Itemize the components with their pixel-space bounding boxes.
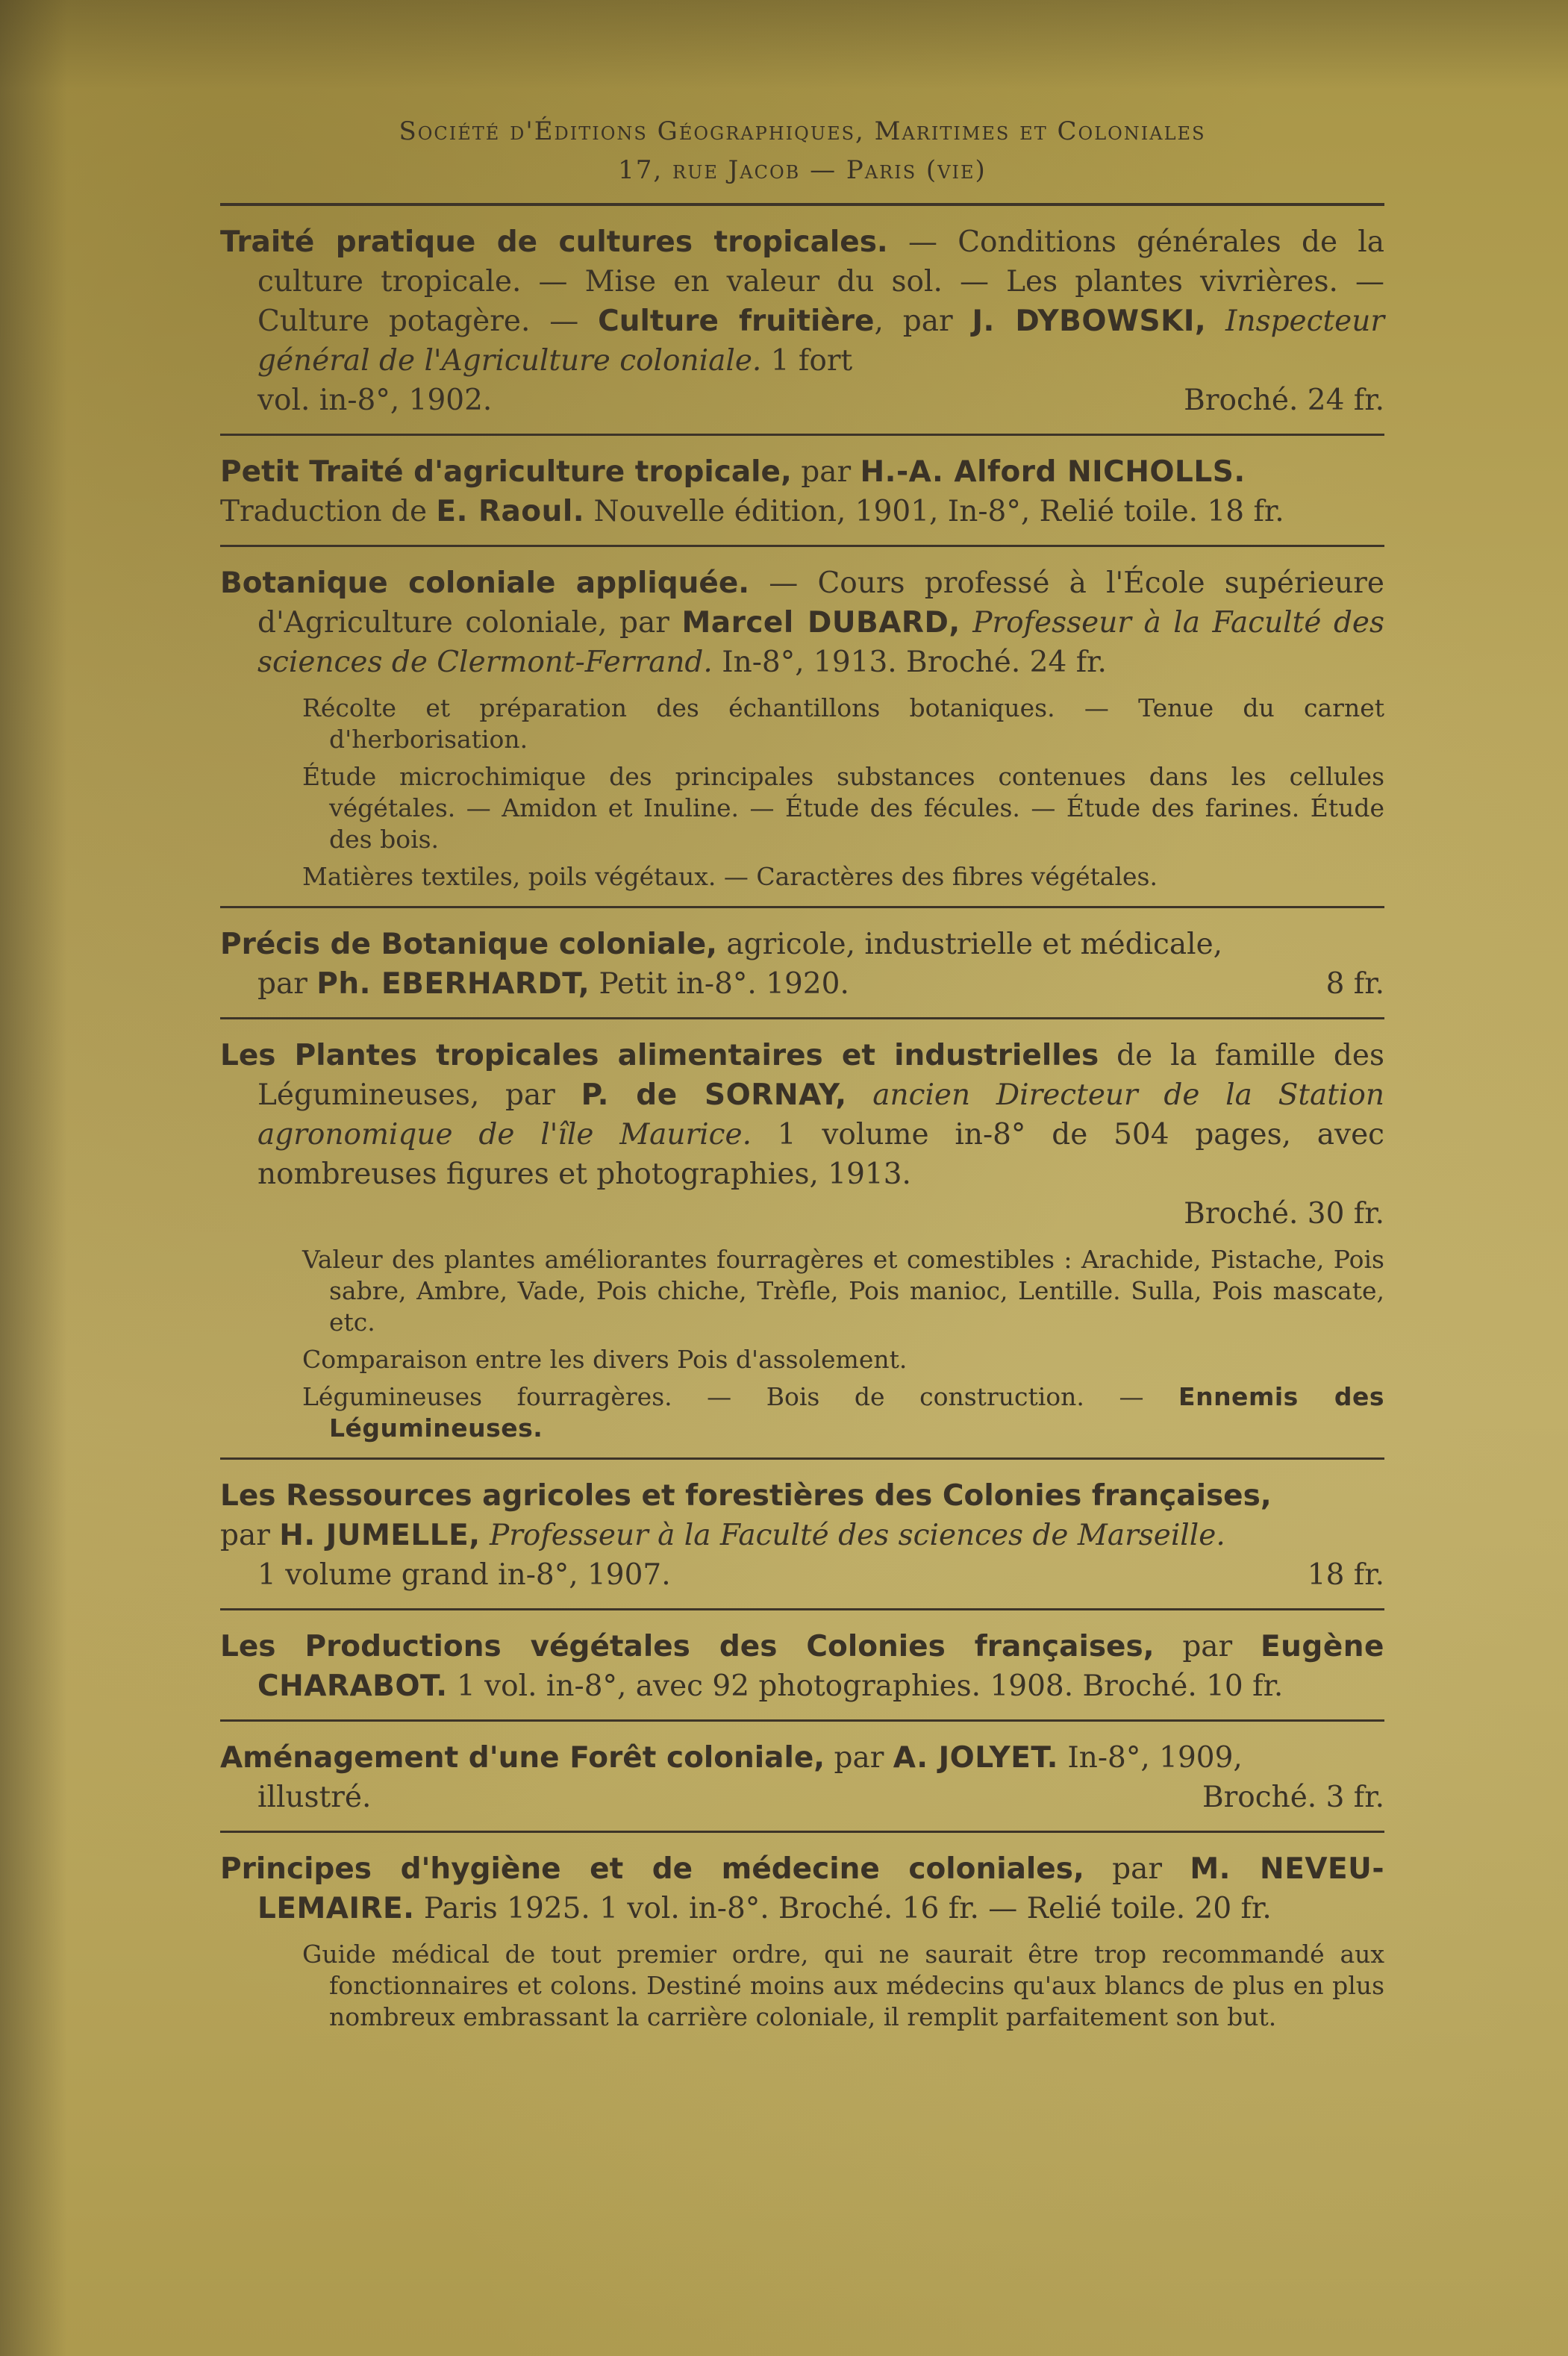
book-format-price: 1 vol. in-8°, avec 92 photographies. 1908. Broché. 10 fr. [447, 1669, 1284, 1703]
book-author: H.-A. Alford NICHOLLS. [860, 455, 1246, 489]
author-role: Professeur à la Faculté des sciences de Marseille. [480, 1519, 1225, 1552]
page-edge-top [0, 0, 1568, 90]
catalogue-entry [220, 1476, 1384, 1595]
book-title: Les Plantes tropicales alimentaires et industrielles [220, 1039, 1099, 1072]
book-title: Botanique coloniale appliquée. [220, 566, 750, 600]
catalogue-entry [220, 1738, 1384, 1817]
book-format: In-8°, 1909, [1058, 1741, 1243, 1775]
author-role: Professeur à la Faculté des sciences de Clermont-Ferrand. [257, 606, 1385, 679]
catalogue-entry [220, 1849, 1384, 2033]
by-text: par [257, 967, 317, 1001]
page-edge-left [0, 0, 67, 2356]
book-title: Petit Traité d'agriculture tropicale, [220, 455, 792, 489]
book-title: Principes d'hygiène et de médecine coloniales, [220, 1852, 1084, 1886]
book-title-part: Culture fruitière [598, 304, 875, 338]
book-description: agricole, industrielle et médicale, [716, 928, 1223, 961]
book-description: de la famille des Légumineuses, par [257, 1039, 1384, 1112]
book-format-cont: illustré. [257, 1781, 372, 1814]
note-line: Guide médical de tout premier ordre, qui ne saurait être trop recommandé aux fonctionnaires et colons. Destiné moins aux médecins qu'aux blancs de plus en plus nombreux embrassant la carrière coloniale, il remplit parfaitement son but. [302, 1940, 1384, 2031]
divider [220, 1719, 1384, 1722]
book-format-cont: vol. in-8°, 1902. [257, 384, 493, 417]
publisher-address: 17, rue Jacob — Paris (vie) [618, 155, 987, 185]
book-author: Eugène CHARABOT. [257, 1630, 1384, 1703]
catalogue-entry [220, 563, 1384, 893]
catalogue-page [220, 112, 1384, 2039]
divider [220, 1831, 1384, 1833]
book-price: Broché. 3 fr. [1202, 1781, 1384, 1814]
note-line: Comparaison entre les divers Pois d'assolement. [302, 1345, 908, 1374]
book-title: Les Ressources agricoles et forestières des Colonies françaises, [220, 1479, 1272, 1513]
book-price: Broché. 24 fr. [1184, 384, 1384, 417]
divider [220, 434, 1384, 436]
author-role: Inspecteur général de l'Agriculture coloniale. [257, 304, 1384, 378]
book-author: P. de SORNAY, [581, 1078, 847, 1112]
book-title: Précis de Botanique coloniale, [220, 928, 717, 961]
divider [220, 1608, 1384, 1610]
book-translator: E. Raoul. [436, 495, 585, 528]
divider [220, 203, 1384, 206]
book-description: — Cours professé à l'École supérieure d'Agriculture coloniale, par [257, 566, 1385, 640]
note-line: Étude microchimique des principales substances contenues dans les cellules végétales. — Amidon et Inuline. — Étude des fécules. — Étude des farines. Étude des bois. [302, 762, 1384, 854]
book-author: M. NEVEU-LEMAIRE. [257, 1852, 1385, 1925]
book-description: — Conditions générales de la culture tropicale. — Mise en valeur du sol. — Les plantes vivrières. — Culture potagère. — [257, 225, 1385, 338]
divider [220, 1017, 1384, 1019]
book-author: Ph. EBERHARDT, [316, 967, 590, 1001]
book-format: 1 volume in-8° de 504 pages, avec nombreuses figures et photographies, 1913. [257, 1118, 1385, 1191]
publisher-name: Société d'Éditions Géographiques, Maritimes et Coloniales [399, 116, 1206, 146]
catalogue-entry [220, 452, 1384, 531]
divider [220, 545, 1384, 547]
book-format-price: In-8°, 1913. Broché. 24 fr. [712, 646, 1107, 679]
book-format: 1 fort [761, 344, 853, 378]
by-text: par [220, 1519, 280, 1552]
book-format-price: Nouvelle édition, 1901, In-8°, Relié toile. 18 fr. [584, 495, 1284, 528]
book-price: Broché. 30 fr. [1184, 1197, 1384, 1231]
author-role: ancien Directeur de la Station agronomique de l'île Maurice. [257, 1078, 1384, 1152]
catalogue-entry [220, 1627, 1384, 1706]
catalogue-entry [220, 925, 1384, 1004]
catalogue-entry [220, 1036, 1384, 1444]
catalogue-entry [220, 222, 1384, 420]
divider [220, 906, 1384, 908]
contents-notes [220, 1244, 1384, 1444]
contents-notes [220, 1939, 1384, 2033]
book-price: 8 fr. [1325, 967, 1384, 1001]
by-text: par [1154, 1630, 1261, 1663]
book-author: Marcel DUBARD, [681, 606, 961, 640]
divider [220, 1457, 1384, 1460]
by-text: par [791, 455, 860, 489]
book-format-price: Paris 1925. 1 vol. in-8°. Broché. 16 fr. — Relié toile. 20 fr. [414, 1892, 1272, 1925]
translation-label: Traduction de [220, 495, 437, 528]
note-line: Matières textiles, poils végétaux. — Caractères des fibres végétales. [302, 862, 1158, 891]
by-text: par [825, 1741, 893, 1775]
note-line: Valeur des plantes améliorantes fourragères et comestibles : Arachide, Pistache, Pois sabre, Ambre, Vade, Pois chiche, Trèfle, Pois manioc, Lentille. Sulla, Pois mascate, etc. [302, 1245, 1384, 1337]
note-line [302, 1381, 1384, 1444]
book-author: J. DYBOWSKI, [972, 304, 1207, 338]
by-text: , par [874, 304, 972, 338]
book-format: 1 volume grand in-8°, 1907. [257, 1558, 671, 1592]
book-author: A. JOLYET. [893, 1741, 1058, 1775]
book-price: 18 fr. [1307, 1558, 1384, 1592]
book-title: Aménagement d'une Forêt coloniale, [220, 1741, 825, 1775]
note-text: Légumineuses fourragères. — Bois de construction. — [302, 1382, 1179, 1411]
book-author: H. JUMELLE, [279, 1519, 481, 1552]
by-text: par [1084, 1852, 1190, 1886]
contents-notes [220, 693, 1384, 893]
note-emphasis: Ennemis des Légumineuses. [329, 1382, 1384, 1443]
book-title: Les Productions végétales des Colonies françaises, [220, 1630, 1155, 1663]
book-format: Petit in-8°. 1920. [590, 967, 849, 1001]
note-line: Récolte et préparation des échantillons botaniques. — Tenue du carnet d'herborisation. [302, 693, 1384, 754]
book-title: Traité pratique de cultures tropicales. [220, 225, 888, 259]
